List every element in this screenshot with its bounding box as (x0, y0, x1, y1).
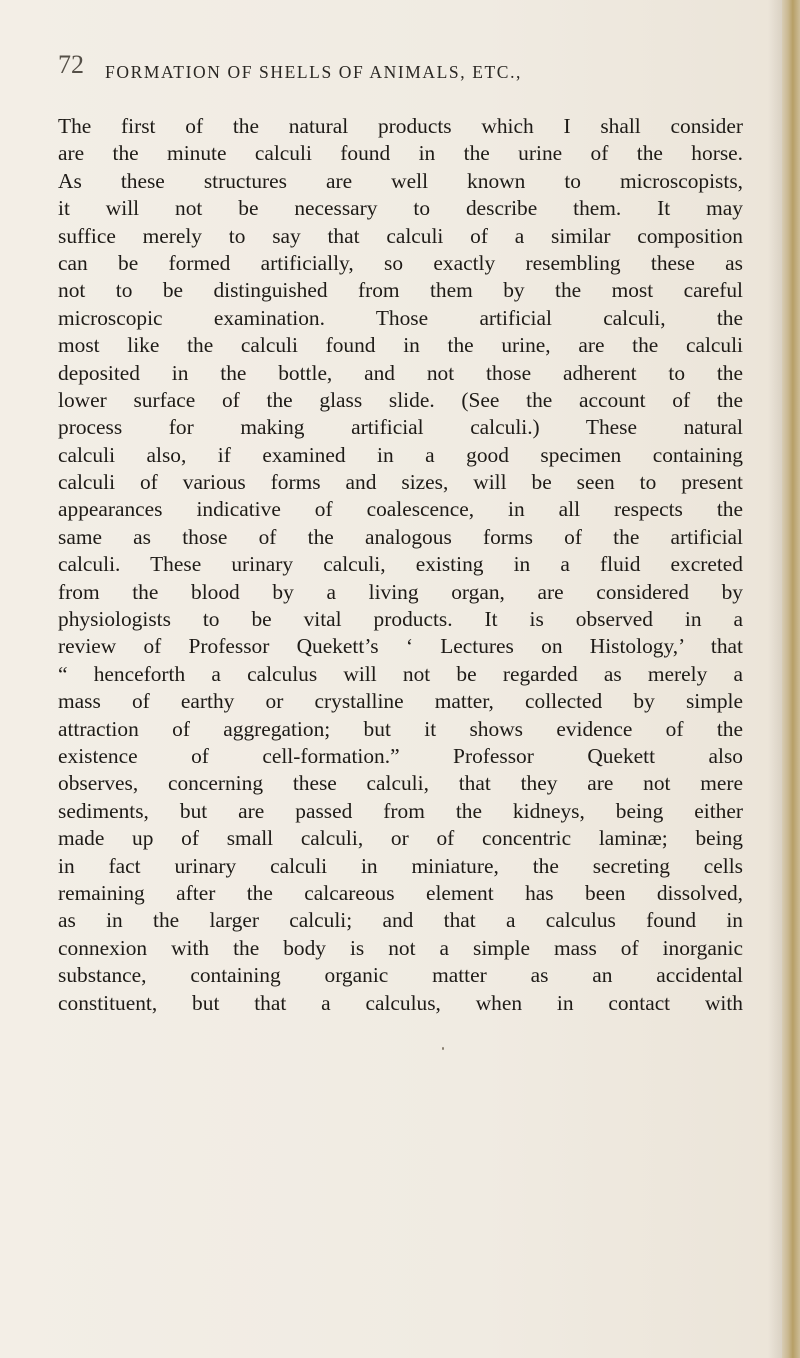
text-line: same as those of the analogous forms of the artificial (58, 524, 743, 549)
text-line: As these structures are well known to microscopists, (58, 168, 743, 193)
text-line: can be formed artificially, so exactly resembling these as (58, 250, 743, 275)
text-line: most like the calculi found in the urine, are the calculi (58, 333, 743, 358)
text-line: The first of the natural products which I shall consider (58, 114, 743, 138)
text-line: physiologists to be vital products. It is observed in a (58, 607, 743, 632)
text-line: calculi. These urinary calculi, existing in a fluid excreted (58, 552, 743, 577)
text-line: lower surface of the glass slide. (See the account of the (58, 387, 743, 412)
text-line: as in the larger calculi; and that a calculus found in (58, 908, 743, 933)
text-line: mass of earthy or crystalline matter, collected by simple (58, 689, 743, 714)
body-paragraph (58, 113, 743, 1017)
text-line: microscopic examination. Those artificial calculi, the (58, 305, 743, 330)
text-line: deposited in the bottle, and not those adherent to the (58, 360, 743, 385)
text-line: it will not be necessary to describe them. It may (58, 196, 743, 221)
binding-shadow (768, 0, 782, 1358)
text-line: appearances indicative of coalescence, in all respects the (58, 497, 743, 522)
text-line: suffice merely to say that calculi of a similar composition (58, 223, 743, 248)
text-line: constituent, but that a calculus, when in contact with (58, 990, 743, 1015)
text-line: review of Professor Quekett’s ‘ Lectures on Histology,’ that (58, 634, 743, 659)
text-line: process for making artificial calculi.) These natural (58, 415, 743, 440)
text-line: remaining after the calcareous element has been dissolved, (58, 880, 743, 905)
text-line: existence of cell-formation.” Professor Quekett also (58, 743, 743, 768)
text-line: “ henceforth a calculus will not be regarded as merely a (58, 661, 743, 686)
text-line: observes, concerning these calculi, that they are not mere (58, 771, 743, 796)
text-line: not to be distinguished from them by the most careful (58, 278, 743, 303)
ink-speck (442, 1047, 444, 1050)
page-number: 72 (58, 50, 84, 79)
text-line: attraction of aggregation; but it shows evidence of the (58, 716, 743, 741)
text-line: made up of small calculi, or of concentric laminæ; being (58, 826, 743, 851)
page-edge (782, 0, 800, 1358)
text-line: sediments, but are passed from the kidneys, being either (58, 798, 743, 823)
text-line: are the minute calculi found in the urine of the horse. (58, 141, 743, 166)
text-line: calculi also, if examined in a good specimen containing (58, 442, 743, 467)
text-line: substance, containing organic matter as an accidental (58, 963, 743, 988)
text-line: calculi of various forms and sizes, will be seen to present (58, 470, 743, 495)
running-head: FORMATION OF SHELLS OF ANIMALS, ETC., (105, 62, 523, 82)
text-line: connexion with the body is not a simple mass of inorganic (58, 935, 743, 960)
text-line: in fact urinary calculi in miniature, the secreting cells (58, 853, 743, 878)
text-line: from the blood by a living organ, are considered by (58, 579, 743, 604)
